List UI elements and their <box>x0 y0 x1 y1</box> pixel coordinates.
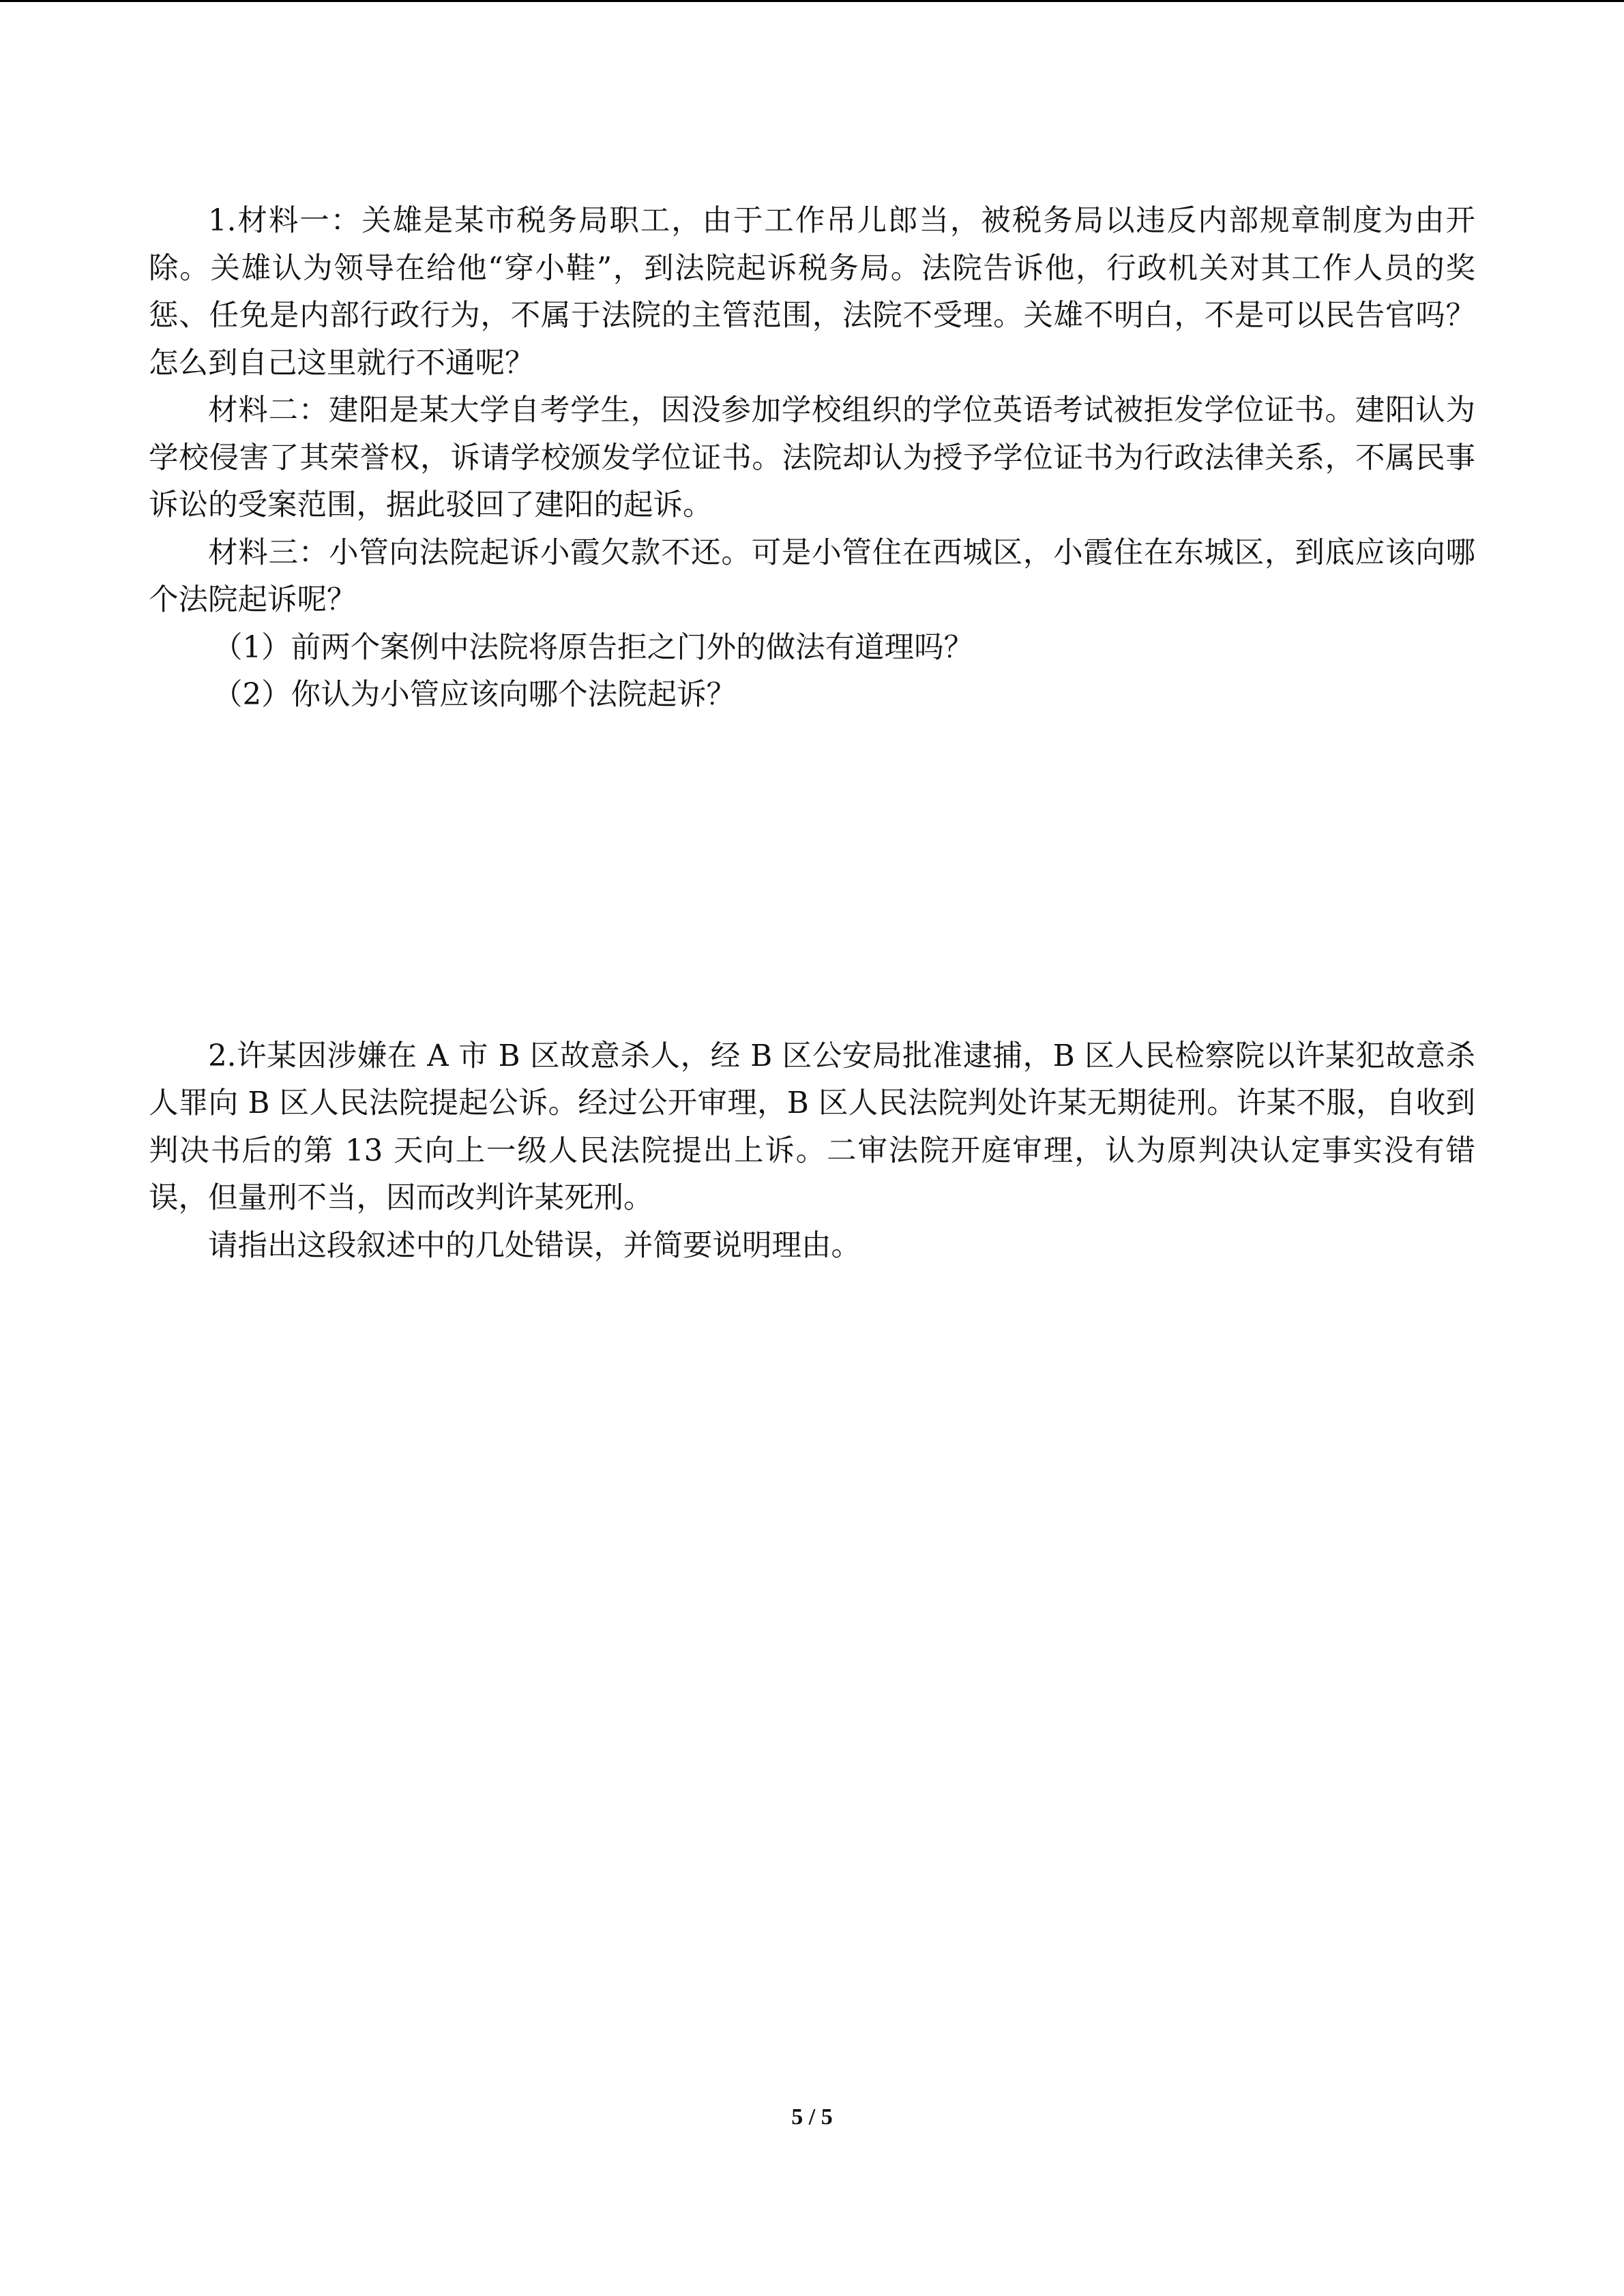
question-2-prompt: 请指出这段叙述中的几处错误，并简要说明理由。 <box>208 1228 861 1263</box>
question-2 <box>149 1033 1475 1270</box>
page-number: 5 / 5 <box>791 2104 833 2130</box>
question-1-material-1: 1.材料一：关雄是某市税务局职工，由于工作吊儿郎当，被税务局以违反内部规章制度为由开除。关雄认为领导在给他“穿小鞋”，到法院起诉税务局。法院告诉他，行政机关对其工作人员的奖惩、任免是内部行政行为，不属于法院的主管范围，法院不受理。关雄不明白，不是可以民告官吗？怎么到自己这里就行不通呢？ <box>149 204 1475 381</box>
question-2-body: 2.许某因涉嫌在 A 市 B 区故意杀人，经 B 区公安局批准逮捕，B 区人民检察院以许某犯故意杀人罪向 B 区人民法院提起公诉。经过公开审理，B 区人民法院判处许某无期徒刑。许某不服，自收到判决书后的第 13 天向上一级人民法院提出上诉。二审法院开庭审理，认为原判决认定事实没有错误，但量刑不当，因而改判许某死刑。 <box>149 1039 1475 1215</box>
answer-space-question-1 <box>149 719 1475 1033</box>
document-body <box>149 198 1475 1270</box>
page-top-border <box>0 0 1624 2</box>
question-1 <box>149 198 1475 719</box>
question-1-sub-question-1: （1）前两个案例中法院将原告拒之门外的做法有道理吗？ <box>213 630 974 665</box>
question-1-material-3: 材料三：小管向法院起诉小霞欠款不还。可是小管住在西城区，小霞住在东城区，到底应该向哪个法院起诉呢？ <box>149 535 1475 617</box>
question-1-sub-question-2: （2）你认为小管应该向哪个法院起诉？ <box>213 678 737 712</box>
question-1-material-2: 材料二：建阳是某大学自考学生，因没参加学校组织的学位英语考试被拒发学位证书。建阳认为学校侵害了其荣誉权，诉请学校颁发学位证书。法院却认为授予学位证书为行政法律关系，不属民事诉讼的受案范围，据此驳回了建阳的起诉。 <box>149 393 1475 522</box>
